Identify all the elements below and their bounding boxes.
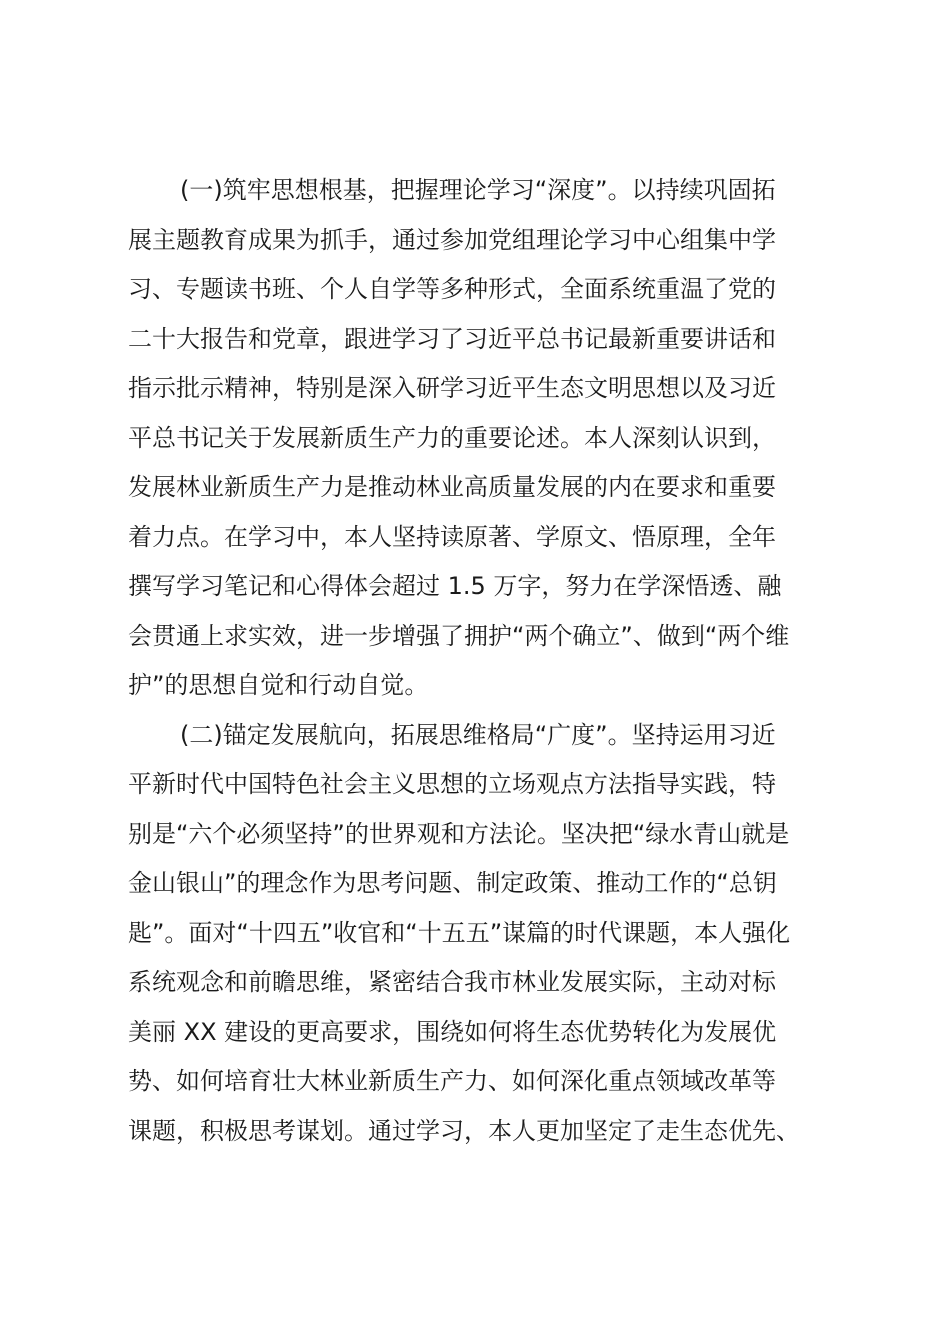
paragraph-line: 平新时代中国特色社会主义思想的立场观点方法指导实践，特	[128, 770, 776, 798]
paragraph-line: 展主题教育成果为抓手，通过参加党组理论学习中心组集中学	[128, 225, 776, 254]
paragraph-line: 平总书记关于发展新质生产力的重要论述。本人深刻认识到，	[128, 423, 776, 452]
paragraph-line: 课题，积极思考谋划。通过学习，本人更加坚定了走生态优先、	[128, 1116, 800, 1145]
paragraph-line: 系统观念和前瞻思维，紧密结合我市林业发展实际，主动对标	[128, 968, 776, 996]
document-body	[128, 166, 828, 1156]
paragraph-line: 别是“六个必须坚持”的世界观和方法论。坚决把“绿水青山就是	[128, 819, 790, 848]
paragraph-line: 金山银山”的理念作为思考问题、制定政策、推动工作的“总钥	[128, 869, 777, 897]
paragraph-2	[128, 711, 828, 1157]
paragraph-line: (一)筑牢思想根基，把握理论学习“深度”。以持续巩固拓	[180, 176, 776, 204]
paragraph-line: 习、专题读书班、个人自学等多种形式，全面系统重温了党的	[128, 275, 776, 303]
paragraph-line: 指示批示精神，特别是深入研学习近平生态文明思想以及习近	[128, 374, 776, 402]
paragraph-line: 着力点。在学习中，本人坚持读原著、学原文、悟原理，全年	[128, 522, 776, 551]
paragraph-line: 匙”。面对“十四五”收官和“十五五”谋篇的时代课题，本人强化	[128, 918, 791, 947]
paragraph-line: 会贯通上求实效，进一步增强了拥护“两个确立”、做到“两个维	[128, 621, 790, 650]
paragraph-line: 发展林业新质生产力是推动林业高质量发展的内在要求和重要	[128, 473, 776, 501]
paragraph-line: 撰写学习笔记和心得体会超过 1.5 万字，努力在学深悟透、融	[128, 572, 782, 600]
paragraph-line: (二)锚定发展航向，拓展思维格局“广度”。坚持运用习近	[180, 720, 776, 749]
paragraph-line: 美丽 XX 建设的更高要求，围绕如何将生态优势转化为发展优	[128, 1017, 777, 1046]
paragraph-line: 势、如何培育壮大林业新质生产力、如何深化重点领域改革等	[128, 1067, 776, 1095]
paragraph-line: 二十大报告和党章，跟进学习了习近平总书记最新重要讲话和	[128, 324, 776, 353]
paragraph-line: 护”的思想自觉和行动自觉。	[128, 671, 429, 699]
paragraph-1	[128, 166, 828, 711]
